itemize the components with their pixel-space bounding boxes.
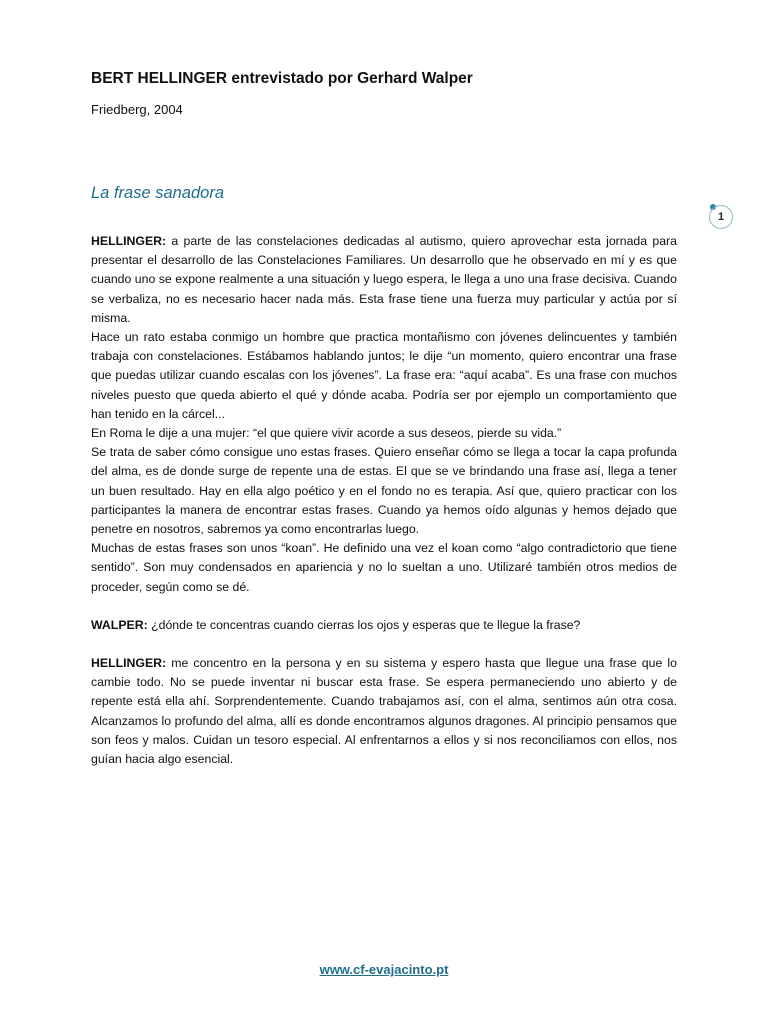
paragraph-7: [91, 654, 677, 769]
paragraph-gap: [91, 597, 677, 616]
paragraph-text: me concentro en la persona y en su sistema y espero hasta que llegue una frase que lo cambie todo. No se puede inventar ni buscar esta frase. Se espera permaneciendo uno abierto y de repente está ella ahí. Sorprendentemente. Cuando trabajamos así, con el alma, sentimos aún otra cosa. Alcanzamos lo profundo del alma, allí es donde encontramos algunos dragones. Al principio pensamos que son feos y malos. Cuidan un tesoro especial. Al enfrentarnos a ellos y si nos reconciliamos con ellos, nos guían hacia algo esencial.: [91, 656, 677, 767]
paragraph-2: Hace un rato estaba conmigo un hombre que practica montañismo con jóvenes delincuentes y también trabaja con constelaciones. Estábamos hablando juntos; le dije “un momento, quiero encontrar una frase que puedas utilizar cuando escalas con los jóvenes”. La frase era: “aquí acaba”. Es una frase con muchos niveles puesto que queda abierto el qué y dónde acaba. Podría ser por ejemplo un comportamiento que han tenido en la cárcel...: [91, 330, 677, 421]
page-number-badge: 1: [709, 205, 733, 229]
paragraph-6: [91, 616, 677, 635]
paragraph-text: ¿dónde te concentras cuando cierras los ojos y esperas que te llegue la frase?: [147, 617, 581, 632]
interview-body: [91, 232, 677, 769]
section-heading: La frase sanadora: [91, 184, 225, 202]
speaker-label: WALPER:: [91, 617, 148, 632]
document-subtitle: Friedberg, 2004: [91, 102, 183, 117]
paragraph-4: Se trata de saber cómo consigue uno estas frases. Quiero enseñar cómo se llega a tocar la capa profunda del alma, es de donde surge de repente una de estas. El que se ve brindando una frase así, llega a tener un buen resultado. Hay en ella algo poético y en el fondo no es terapia. Así que, quiero practicar con los participantes la manera de encontrar estas frases. Cuando ya hemos oído algunas y hemos dejado que penetre en nosotros, sabremos ya como encontrarlas luego.: [91, 445, 677, 537]
document-title: BERT HELLINGER entrevistado por Gerhard Walper: [91, 70, 473, 87]
website-link[interactable]: www.cf-evajacinto.pt: [319, 962, 449, 977]
paragraph-1: [91, 232, 677, 328]
paragraph-text: a parte de las constelaciones dedicadas al autismo, quiero aprovechar esta jornada para presentar el desarrollo de las Constelaciones Familiares. Un desarrollo que he observado en mí y es que cuando uno se expone realmente a una situación y luego espera, le llega a uno una frase decisiva. Cuando se verbaliza, no es necesario hacer nada más. Esta frase tiene una fuerza muy particular y actúa por sí misma.: [91, 234, 677, 325]
speaker-label: HELLINGER:: [91, 656, 167, 671]
paragraph-gap: [91, 635, 677, 654]
paragraph-3: En Roma le dije a una mujer: “el que quiere vivir acorde a sus deseos, pierde su vida.”: [91, 426, 562, 441]
paragraph-5: Muchas de estas frases son unos “koan”. He definido una vez el koan como “algo contradictorio que tiene sentido”. Son muy condensados en apariencia y no lo sueltan a uno. Utilizaré también otros medios de proceder, según como se dé.: [91, 541, 677, 594]
speaker-label: HELLINGER:: [91, 234, 167, 248]
